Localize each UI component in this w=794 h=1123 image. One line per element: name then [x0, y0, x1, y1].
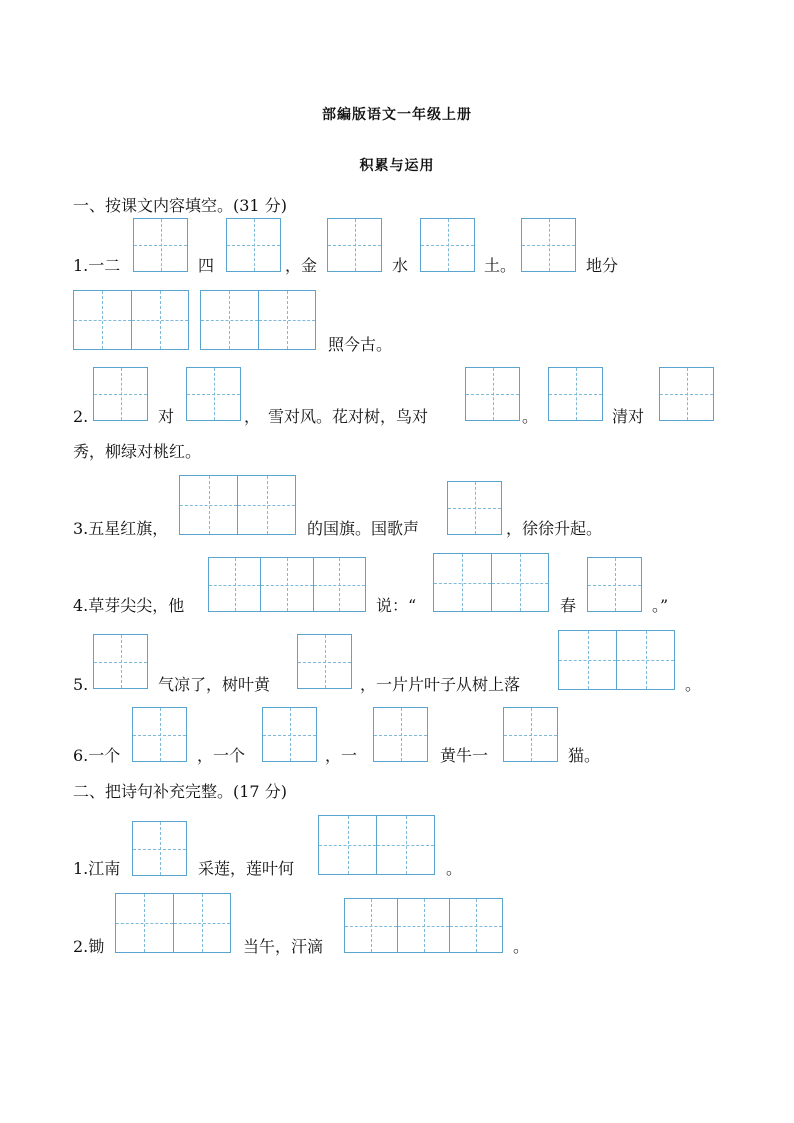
- answer-box[interactable]: [73, 290, 189, 350]
- s2-q2-text-a: 2.锄: [73, 937, 105, 956]
- q2-text-b: 对: [158, 407, 175, 426]
- answer-box[interactable]: [327, 218, 382, 272]
- answer-box[interactable]: [200, 290, 316, 350]
- answer-box[interactable]: [420, 218, 475, 272]
- s2-q1-text-a: 1.江南: [73, 859, 121, 878]
- answer-box[interactable]: [521, 218, 576, 272]
- q4-text-a: 4.草芽尖尖，他: [73, 596, 185, 615]
- q1-text-e: 土。: [484, 256, 517, 275]
- q4-text-b: 说：“: [376, 596, 417, 615]
- q1-text-d: 水: [392, 256, 409, 275]
- s2-q2-text-c: 。: [513, 937, 530, 956]
- answer-box[interactable]: [133, 218, 188, 272]
- q6-text-b: ，一个: [197, 746, 246, 765]
- q6-text-e: 猫。: [568, 746, 601, 765]
- q5-text-a: 5.: [73, 675, 89, 694]
- q6-text-d: 黄牛一: [440, 746, 489, 765]
- page-subtitle: 积累与运用: [359, 158, 435, 174]
- answer-box[interactable]: [93, 367, 148, 421]
- answer-box[interactable]: [587, 557, 642, 612]
- q6-text-a: 6.一个: [73, 746, 121, 765]
- q1-text-f: 地分: [586, 256, 619, 275]
- answer-box[interactable]: [465, 367, 520, 421]
- q1-text-a: 1.一二: [73, 256, 121, 275]
- answer-box[interactable]: [262, 707, 317, 762]
- answer-box[interactable]: [297, 634, 352, 689]
- q2-text-a: 2.: [73, 407, 89, 426]
- q2-text-g: 秀，柳绿对桃红。: [73, 442, 202, 461]
- q3-text-b: 的国旗。国歌声: [307, 519, 420, 538]
- answer-box[interactable]: [226, 218, 281, 272]
- section2-heading: 二、把诗句补充完整。(17 分): [73, 782, 287, 801]
- q2-text-c: ，: [244, 407, 261, 426]
- answer-box[interactable]: [132, 821, 187, 876]
- answer-box[interactable]: [115, 893, 231, 953]
- answer-box[interactable]: [318, 815, 435, 875]
- answer-box[interactable]: [132, 707, 187, 762]
- answer-box[interactable]: [503, 707, 558, 762]
- answer-box[interactable]: [344, 898, 503, 953]
- q2-text-e: 。: [522, 407, 539, 426]
- q6-text-c: ，一: [325, 746, 358, 765]
- answer-box[interactable]: [659, 367, 714, 421]
- answer-box[interactable]: [93, 634, 148, 689]
- s2-q1-text-c: 。: [446, 859, 463, 878]
- q2-text-f: 清对: [612, 407, 645, 426]
- q5-text-c: ，一片片叶子从树上落: [360, 675, 521, 694]
- answer-box[interactable]: [208, 557, 366, 612]
- answer-box[interactable]: [548, 367, 603, 421]
- answer-box[interactable]: [558, 630, 675, 690]
- q5-text-d: 。: [685, 675, 702, 694]
- q4-text-c: 春: [560, 596, 577, 615]
- q5-text-b: 气凉了，树叶黄: [158, 675, 271, 694]
- s2-q2-text-b: 当午，汗滴: [243, 937, 324, 956]
- q3-text-c: ，徐徐升起。: [506, 519, 603, 538]
- page-title: 部編版语文一年级上册: [322, 107, 472, 123]
- q3-text-a: 3.五星红旗，: [73, 519, 169, 538]
- q1-text-b: 四: [198, 256, 215, 275]
- answer-box[interactable]: [447, 481, 502, 535]
- q2-text-d: 雪对风。花对树，鸟对: [268, 407, 429, 426]
- q1-text-g: 照今古。: [328, 335, 393, 354]
- q1-text-c: ，金: [285, 256, 318, 275]
- answer-box[interactable]: [179, 475, 296, 535]
- answer-box[interactable]: [186, 367, 241, 421]
- answer-box[interactable]: [433, 553, 549, 612]
- s2-q1-text-b: 采莲，莲叶何: [198, 859, 295, 878]
- answer-box[interactable]: [373, 707, 428, 762]
- q4-text-d: 。”: [652, 596, 669, 615]
- section1-heading: 一、按课文内容填空。(31 分): [73, 196, 287, 215]
